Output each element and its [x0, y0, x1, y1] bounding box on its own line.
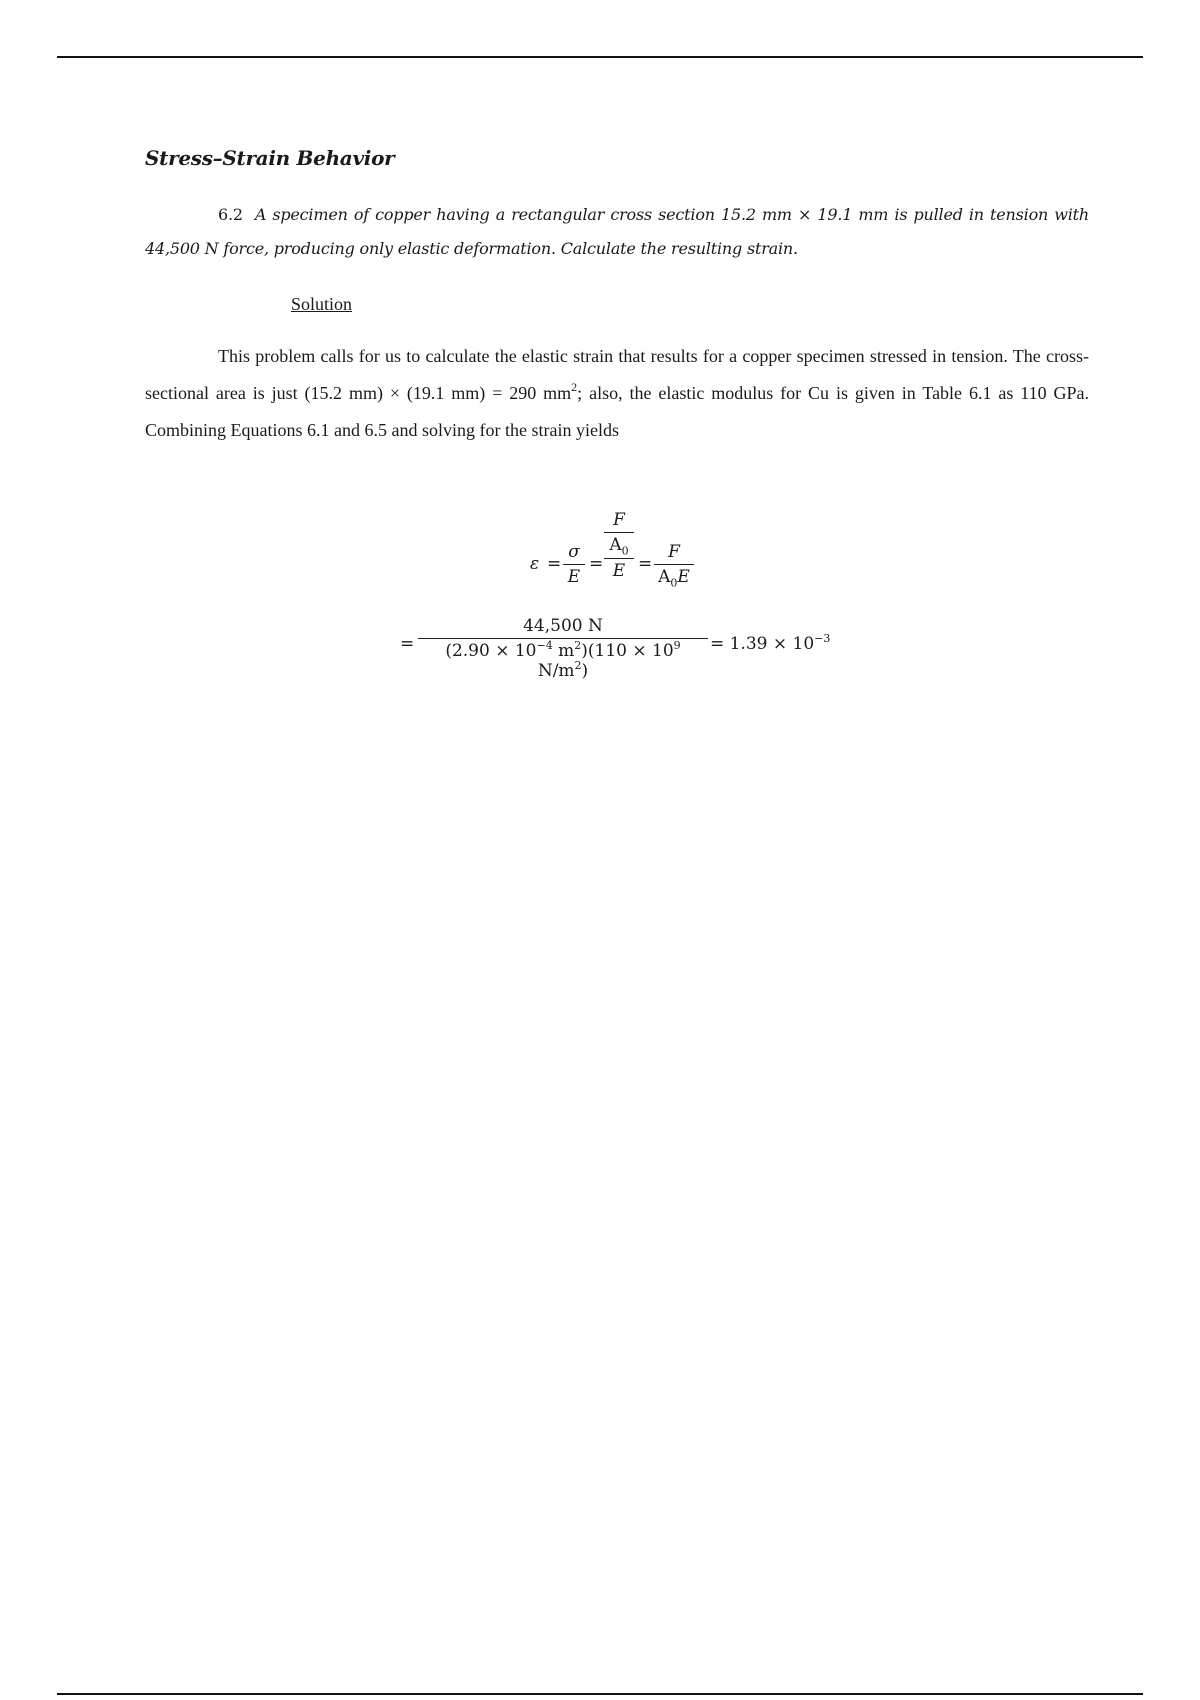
- strain-calculation: [400, 616, 840, 681]
- area-unit-exponent: 2: [571, 380, 578, 394]
- equals-sign: =: [638, 554, 653, 574]
- strain-result: = $1.39 \times 10^{-3}$: [710, 632, 831, 654]
- equals-sign: =: [400, 634, 415, 654]
- solution-paragraph-part2: ; also, the elastic modulus for Cu is given in Table 6.1 as 110 GPa. Combining Equations 6.1 and 6.5 and solving for the strain yields: [145, 383, 1089, 440]
- force-value: 44,500 N: [523, 616, 603, 636]
- equals-sign: =: [547, 554, 562, 574]
- problem-statement: [145, 198, 1089, 266]
- modulus-e-symbol: E: [567, 567, 581, 587]
- force-symbol: F: [613, 510, 625, 530]
- area-modulus-product: $A_0E$: [658, 567, 690, 590]
- problem-text: A specimen of copper having a rectangular cross section 15.2 mm × 19.1 mm is pulled in tension with 44,500 N force, producing only elastic deformation. Calculate the resulting strain.: [145, 205, 1089, 258]
- equals-sign: =: [589, 554, 604, 574]
- page-top-rule: [57, 56, 1143, 58]
- solution-paragraph-part1: This problem calls for us to calculate the elastic strain that results for a copper specimen stressed in tension. The cross-sectional area is just (15.2 mm) × (19.1 mm) = 290 mm: [145, 346, 1089, 403]
- force-symbol: F: [668, 542, 680, 562]
- f-over-a0e-fraction: [654, 542, 694, 589]
- strain-equation: [530, 510, 730, 600]
- modulus-e-symbol: E: [612, 561, 626, 582]
- solution-paragraph: [145, 338, 1089, 449]
- strain-fraction: [418, 616, 708, 681]
- page-bottom-rule: [57, 1693, 1143, 1695]
- denominator-expression: ($2.90 \times 10^{-4}$ $m^2)(110 \times 10^9$ $N/m^2$): [445, 639, 681, 681]
- sigma-over-e-fraction: [563, 542, 585, 587]
- epsilon-symbol: ε: [530, 554, 540, 574]
- compound-fraction: [604, 510, 634, 581]
- solution-label: Solution: [291, 294, 353, 314]
- section-heading: Stress–Strain Behavior: [145, 146, 395, 170]
- area-symbol: $A_0$: [609, 535, 629, 558]
- sigma-symbol: σ: [568, 542, 580, 562]
- problem-number: 6.2: [218, 205, 243, 224]
